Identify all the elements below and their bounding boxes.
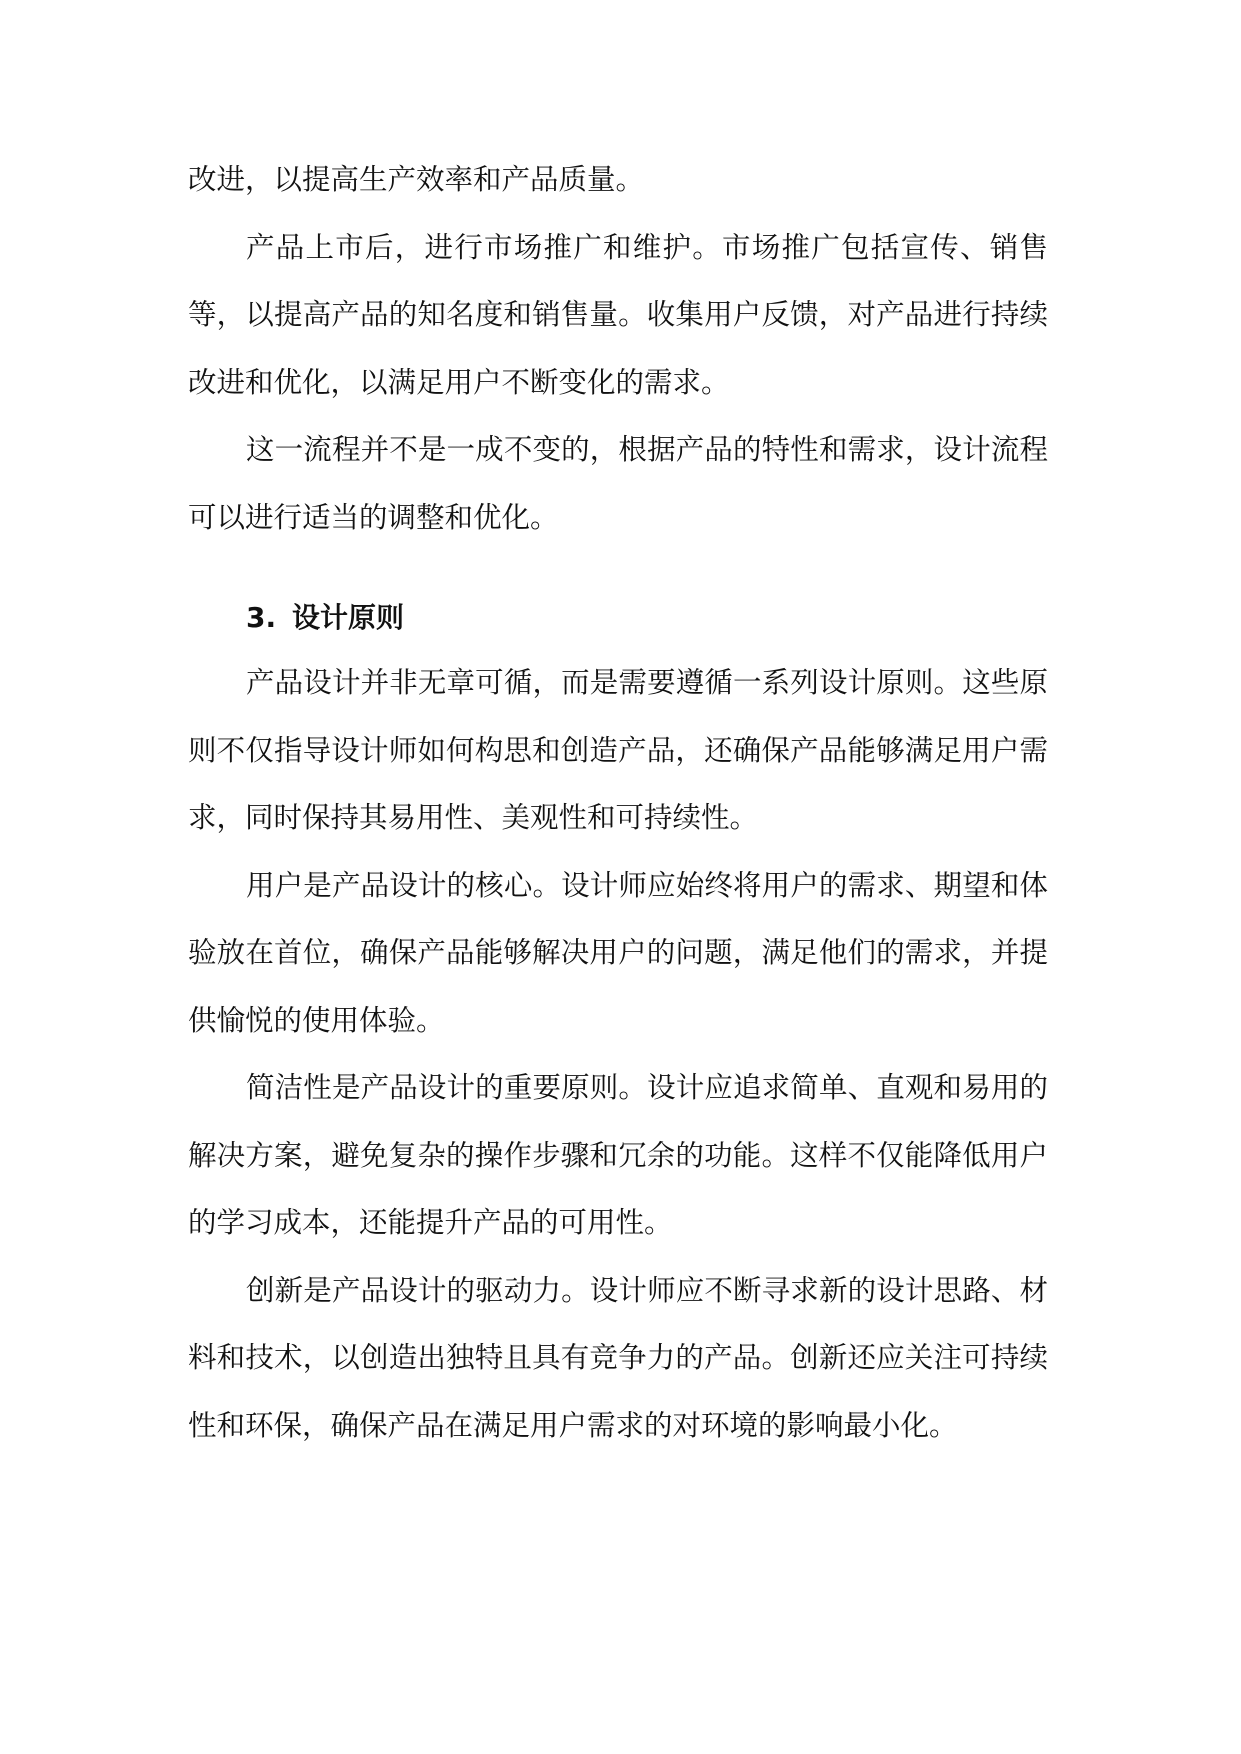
paragraph-simplicity: 简洁性是产品设计的重要原则。设计应追求简单、直观和易用的解决方案，避免复杂的操作步骤和冗余的功能。这样不仅能降低用户的学习成本，还能提升产品的可用性。 [188, 1071, 1048, 1239]
document-body [188, 146, 1048, 1459]
paragraph-process-flexibility: 这一流程并不是一成不变的，根据产品的特性和需求，设计流程可以进行适当的调整和优化。 [188, 433, 1048, 534]
section-title: 设计原则 [292, 601, 405, 634]
section-number: 3. [246, 601, 277, 634]
paragraph-user-centered: 用户是产品设计的核心。设计师应始终将用户的需求、期望和体验放在首位，确保产品能够解决用户的问题，满足他们的需求，并提供愉悦的使用体验。 [188, 868, 1048, 1037]
paragraph-market-promotion: 产品上市后，进行市场推广和维护。市场推广包括宣传、销售等，以提高产品的知名度和销售量。收集用户反馈，对产品进行持续改进和优化，以满足用户不断变化的需求。 [188, 230, 1048, 399]
section-heading [188, 587, 1048, 649]
paragraph-design-principles-intro: 产品设计并非无章可循，而是需要遵循一系列设计原则。这些原则不仅指导设计师如何构思和创造产品，还确保产品能够满足用户需求，同时保持其易用性、美观性和可持续性。 [188, 666, 1048, 834]
paragraph-innovation: 创新是产品设计的驱动力。设计师应不断寻求新的设计思路、材料和技术，以创造出独特且具有竞争力的产品。创新还应关注可持续性和环保，确保产品在满足用户需求的对环境的影响最小化。 [188, 1273, 1048, 1442]
paragraph-continuation: 改进，以提高生产效率和产品质量。 [188, 163, 645, 196]
